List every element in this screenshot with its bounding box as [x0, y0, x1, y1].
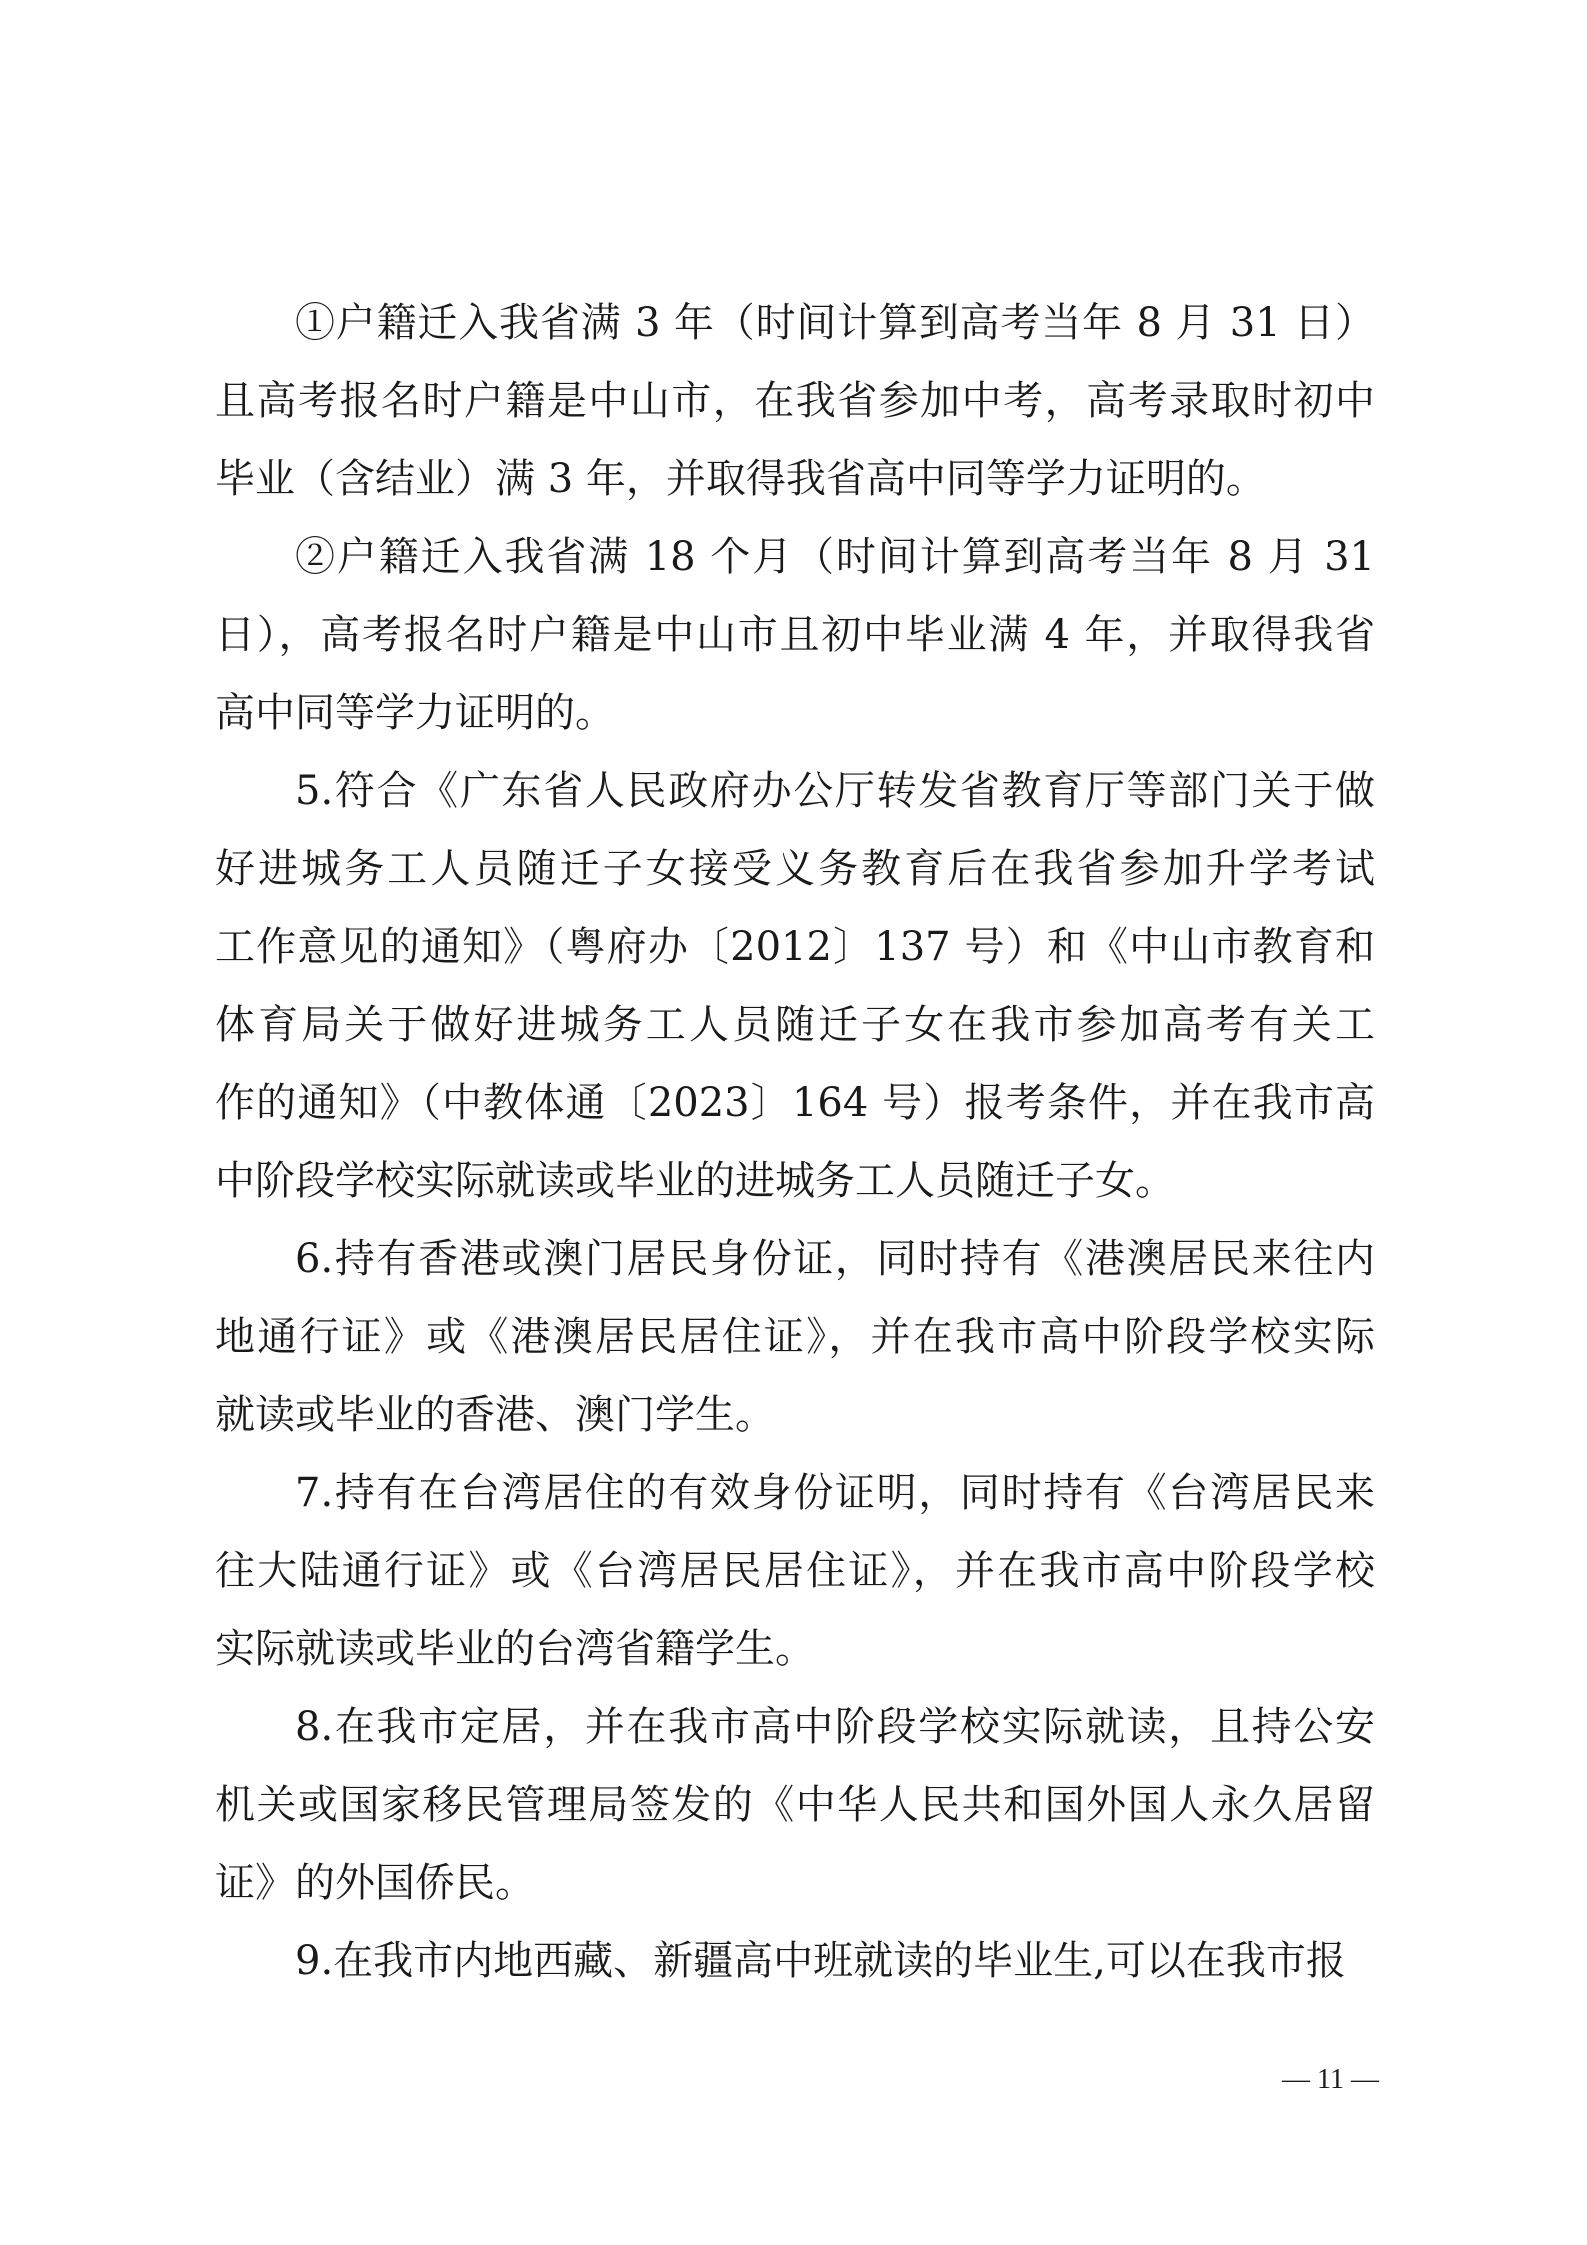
text-line: 9.在我市内地西藏、新疆高中班就读的毕业生,可以在我市报 [295, 1938, 1346, 1984]
text-line: 工作意见的通知》（粤府办〔2012〕137 号）和《中山市教育和 [215, 924, 1375, 970]
text-line: 机关或国家移民管理局签发的《中华人民共和国外国人永久居留 [215, 1782, 1375, 1828]
paragraph [215, 1922, 1375, 2000]
text-line: 就读或毕业的香港、澳门学生。 [215, 1392, 775, 1438]
text-line: 高中同等学力证明的。 [215, 690, 615, 736]
text-line: 证》的外国侨民。 [215, 1860, 535, 1906]
paragraph [215, 284, 1375, 518]
text-line: 中阶段学校实际就读或毕业的进城务工人员随迁子女。 [215, 1158, 1175, 1204]
text-line: 5.符合《广东省人民政府办公厅转发省教育厅等部门关于做 [295, 768, 1375, 814]
text-line: 体育局关于做好进城务工人员随迁子女在我市参加高考有关工 [215, 1002, 1375, 1048]
text-line: 7.持有在台湾居住的有效身份证明，同时持有《台湾居民来 [295, 1470, 1375, 1516]
text-line: 8.在我市定居，并在我市高中阶段学校实际就读，且持公安 [295, 1704, 1375, 1750]
text-line: 作的通知》（中教体通〔2023〕164 号）报考条件，并在我市高 [215, 1080, 1375, 1126]
paragraph [215, 1220, 1375, 1454]
text-line: 且高考报名时户籍是中山市，在我省参加中考，高考录取时初中 [215, 378, 1375, 424]
paragraph [215, 518, 1375, 752]
text-line: 6.持有香港或澳门居民身份证，同时持有《港澳居民来往内 [295, 1236, 1375, 1282]
text-line: ①户籍迁入我省满 3 年（时间计算到高考当年 8 月 31 日） [295, 300, 1375, 346]
text-line: 好进城务工人员随迁子女接受义务教育后在我省参加升学考试 [215, 846, 1375, 892]
paragraph [215, 1688, 1375, 1922]
paragraph [215, 752, 1375, 1220]
text-line: 往大陆通行证》或《台湾居民居住证》，并在我市高中阶段学校 [215, 1548, 1375, 1594]
text-line: 日），高考报名时户籍是中山市且初中毕业满 4 年，并取得我省 [215, 612, 1375, 658]
page-number: — 11 — [1282, 2064, 1379, 2095]
text-line: ②户籍迁入我省满 18 个月（时间计算到高考当年 8 月 31 [295, 534, 1375, 580]
paragraph [215, 1454, 1375, 1688]
text-line: 实际就读或毕业的台湾省籍学生。 [215, 1626, 815, 1672]
document-body [215, 284, 1375, 2000]
text-line: 毕业（含结业）满 3 年，并取得我省高中同等学力证明的。 [215, 456, 1266, 502]
text-line: 地通行证》或《港澳居民居住证》，并在我市高中阶段学校实际 [215, 1314, 1375, 1360]
